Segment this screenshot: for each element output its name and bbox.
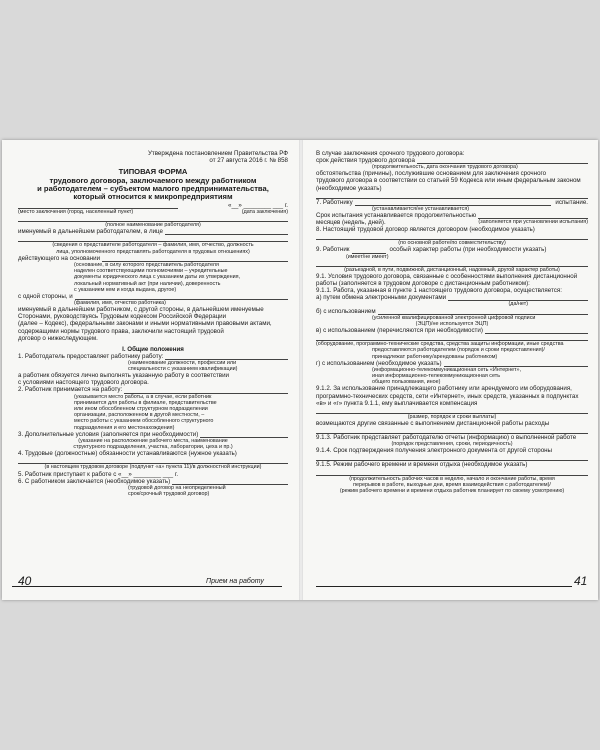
p6-caption-2: срок/срочный трудовой договор) xyxy=(128,490,210,497)
date-caption: (дата заключения) xyxy=(241,208,288,215)
reasons-text-2: трудового договора в соответствии со статьей 59 Кодекса или иным федеральным законом (необходимое указать) xyxy=(316,177,581,192)
special-nature-field[interactable] xyxy=(352,247,386,254)
basis-caption-5: с указанием кем и когда выдана, другое) xyxy=(74,286,177,293)
p913-caption: (порядок представления, сроки, периодичность) xyxy=(391,441,513,448)
rep-caption-1: (сведения о представителе работодателя – фамилия, имя, отчество, должность xyxy=(52,242,254,249)
p4-caption: (в настоящем трудовом договоре (подпункт «а» пункта 11)/в должностной инструкции) xyxy=(44,464,262,471)
p2-caption-6: подразделения и его местонахождения) xyxy=(74,424,175,431)
p1-caption-1: (наименование должности, профессии или xyxy=(128,359,237,366)
p914-text: 9.1.4. Срок подтверждения получения электронного документа от другой стороны xyxy=(316,447,553,455)
p915-caption-3: (режим рабочего времени и времени отдыха работник планирует по своему усмотрению) xyxy=(339,487,565,494)
basis-caption-4: локальный нормативный акт (при наличии), доверенность xyxy=(74,280,221,287)
worker-caption: (фамилия, имя, отчество работника) xyxy=(74,300,166,307)
employer-text: именуемый в дальнейшем работодателем, в лице xyxy=(18,228,163,236)
place-field[interactable] xyxy=(18,202,178,209)
p913-text: 9.1.3. Работник представляет работодателю отчеты (информацию) о выполненной работе xyxy=(316,434,577,442)
running-head: Прием на работу xyxy=(206,578,264,585)
compensation-field[interactable] xyxy=(316,407,588,414)
trial-text-2: месяцев (недель, дней). xyxy=(316,219,386,227)
term-field[interactable] xyxy=(417,157,588,164)
equipment-field-2[interactable] xyxy=(316,334,588,341)
footer-rule-left xyxy=(12,586,282,587)
p9-caption-2: (разъездной, в пути, подвижной, дистанционный, надомный, другой характер работы) xyxy=(344,266,560,273)
form-subtitle-1: трудового договора, заключаемого между работником xyxy=(49,175,257,185)
one-side-text: с одной стороны, и xyxy=(18,292,73,300)
work-nature-field[interactable] xyxy=(316,260,588,267)
p3-text: 3. Дополнительные условия (заполняется при необходимости) xyxy=(18,430,199,438)
book-spread xyxy=(2,140,598,600)
p8-caption: (по основной работе/по совместительству) xyxy=(398,240,506,247)
signature-field[interactable] xyxy=(378,308,588,315)
workplace-field[interactable] xyxy=(124,387,288,394)
p6-text: 6. С работником заключается (необходимое указать) xyxy=(18,477,171,485)
page-number-left: 40 xyxy=(18,574,32,588)
edoc-field[interactable] xyxy=(448,294,588,301)
trial-duration-field[interactable] xyxy=(478,212,588,219)
p7-text: 7. Работнику xyxy=(316,198,353,206)
a-caption: (да/нет) xyxy=(508,301,528,308)
p915-text: 9.1.5. Режим рабочего времени и времени отдыха (необходимое указать) xyxy=(316,461,528,469)
position-field[interactable] xyxy=(165,353,288,360)
network-field[interactable] xyxy=(444,360,588,367)
p2-caption-2: принимается для работы в филиале, представительстве xyxy=(74,399,217,406)
v-text: в) с использованием (перечисляются при необходимости) xyxy=(316,327,483,335)
p915-caption-2: перерывов в работе, выходные дни, время взаимодействия с работодателем)/ xyxy=(353,481,551,488)
p2-text: 2. Работник принимается на работу: xyxy=(18,386,123,394)
expenses-field[interactable] xyxy=(316,427,588,434)
p2-caption-4: организации, расположенном в другой местности, – xyxy=(74,412,205,419)
schedule-field[interactable] xyxy=(316,469,588,476)
p912-text: 9.1.2. За использование принадлежащего работнику или арендуемого им оборудования, программно-технических средств, сети «Интернет», иных средств, указанных в подпунктах «в» и «г» пункта 9.1.1, ему выплачивается компенсация xyxy=(316,385,579,407)
p2-caption-5: место работы с указанием обособленного структурного xyxy=(74,418,214,425)
p915-caption-1: (продолжительность рабочих часов в неделю, начало и окончание работы, время xyxy=(349,475,555,482)
worker-text-1: именуемый в дальнейшем работником, с другой стороны, в дальнейшем именуемые Сторонами, руководствуясь Трудовым кодексом Российской Федерации xyxy=(18,306,264,321)
confirmation-field[interactable] xyxy=(316,454,588,461)
page-number-right: 41 xyxy=(574,574,588,588)
v-caption-1: (оборудование, программно-технические средства, средства защиты информации, иные средства xyxy=(316,341,564,348)
representative-field-2[interactable] xyxy=(18,235,288,242)
g-caption-1: (информационно-телекоммуникационная сеть «Интернет», xyxy=(372,366,521,373)
g-text: г) с использованием (необходимое указать) xyxy=(316,359,442,367)
approval-line-2: от 27 августа 2016 г. № 858 xyxy=(209,157,288,165)
p9-text: 9. Работник xyxy=(316,246,350,254)
trial-text: Срок испытания устанавливается продолжительностью xyxy=(316,211,477,219)
p912-caption: (размер, порядок и сроки выплаты) xyxy=(407,413,497,420)
p912-text-2: возмещаются другие связанные с выполнением дистанционной работы расходы xyxy=(316,419,550,427)
employer-caption: (полное наименование работодателя) xyxy=(105,222,201,229)
p4-text: 4. Трудовые (должностные) обязанности устанавливаются (нужное указать) xyxy=(18,450,237,458)
worker-text-3: договор о нижеследующем. xyxy=(18,334,98,342)
p2-caption-3: или ином обособленном структурном подразделении xyxy=(74,405,208,412)
p1-text-2: а работник обязуется лично выполнять указанную работу в соответствии xyxy=(18,372,230,380)
reasons-text-1: обстоятельства (причины), послужившие основанием для заключения срочного xyxy=(316,170,547,178)
footer-rule-right xyxy=(316,586,572,587)
worker-field[interactable] xyxy=(75,293,288,300)
basis-field[interactable] xyxy=(102,255,288,262)
p7-end: испытание. xyxy=(555,198,588,206)
p91-text: 9.1. Условия трудового договора, связанные с особенностями выполнения дистанционной работы (заполняется в трудовом договоре с дистанционным работником): xyxy=(316,272,578,288)
g-caption-2: иная информационно-телекоммуникационная сеть xyxy=(372,373,501,380)
reasons-field[interactable] xyxy=(316,192,588,199)
left-footer xyxy=(12,572,290,592)
basis-caption-3: документы юридического лица с указанием даты их утверждения, xyxy=(74,274,241,281)
right-page xyxy=(316,150,588,494)
p1-caption-2: специальности с указанием квалификации) xyxy=(128,366,238,373)
equipment-field[interactable] xyxy=(485,327,588,334)
p9-end: особый характер работы (при необходимости указать) xyxy=(389,246,547,254)
rep-caption-2: лица, уполномоченного представлять работодателя в трудовых отношениях) xyxy=(56,248,250,255)
place-caption: (место заключения (город, населенный пункт) xyxy=(18,208,134,215)
trial-caption: (заполняется при установлении испытания) xyxy=(478,219,588,226)
p1-text: 1. Работодатель предоставляет работнику работу: xyxy=(18,352,164,360)
extra-conditions-field[interactable] xyxy=(200,431,288,438)
left-page xyxy=(18,150,288,497)
form-subtitle-3: который относится к микропредприятиям xyxy=(73,192,233,202)
contract-type-field[interactable] xyxy=(172,478,288,485)
g-caption-3: общего пользования, иное) xyxy=(372,379,441,386)
term-caption: (продолжительность, дата окончания трудового договора) xyxy=(372,164,518,171)
b-caption-1: (усиленной квалифицированной электронной цифровой подписи xyxy=(372,314,536,321)
place-date-row xyxy=(18,202,288,209)
p6-caption-1: (трудовой договор на неопределенный xyxy=(128,484,226,491)
v-caption-3: принадлежат работнику/арендованы работником) xyxy=(372,353,498,360)
form-subtitle-2: и работодателем – субъектом малого предпринимательства, xyxy=(37,184,269,193)
p9-caption: (имеет/не имеет) xyxy=(346,253,389,260)
representative-field[interactable] xyxy=(165,228,288,235)
v-caption-2: предоставляются работодателем (порядок и сроки предоставления)/ xyxy=(372,347,545,354)
approval-line-1: Утверждена постановлением Правительства РФ xyxy=(147,150,288,157)
b-text: б) с использованием xyxy=(316,307,376,315)
p1-text-3: с условиями настоящего трудового договора. xyxy=(18,379,149,387)
section-1-heading: I. Общие положения xyxy=(122,345,184,353)
p8-text: 8. Настоящий трудовой договор является договором (необходимое указать) xyxy=(316,226,535,234)
employer-field[interactable] xyxy=(18,215,288,222)
p7-caption: (устанавливается/не устанавливается) xyxy=(372,205,470,212)
basis-caption-2: наделен соответствующими полномочиями – учредительные xyxy=(74,268,228,275)
worker-text-2: (далее – Кодекс), федеральными законами и иными нормативными правовыми актами, содержащими нормы трудового права, заключили настоящий трудовой xyxy=(18,320,272,335)
basis-caption-1: (основание, в силу которого представитель работодателя xyxy=(74,261,219,268)
p2-caption-1: (указывается место работы, а в случае, если работник xyxy=(74,393,212,400)
p911-text: 9.1.1. Работа, указанная в пункте 1 настоящего трудового договора, осуществляется: xyxy=(316,287,562,295)
p5-text[interactable]: 5. Работник приступает к работе с «__» ________ ___ г. xyxy=(18,470,179,478)
p3-caption-2: структурного подразделения, участка, лаборатории, цеха и пр.) xyxy=(73,444,233,451)
term-text: срок действия трудового договора xyxy=(316,157,415,165)
p3-caption-1: (указание на расположение рабочего места, наименование xyxy=(78,437,228,444)
form-title: ТИПОВАЯ ФОРМА xyxy=(118,167,188,177)
term-heading: В случае заключения срочного трудового договора: xyxy=(316,150,465,157)
right-footer xyxy=(308,572,590,592)
a-text: а) путем обмена электронными документами xyxy=(316,294,447,302)
date-field[interactable]: «__» ________ ___ г. xyxy=(228,201,288,209)
trial-field[interactable] xyxy=(355,199,552,206)
acting-text: действующего на основании xyxy=(18,254,101,262)
b-caption-2: (ЭЦП)/не используется ЭЦП) xyxy=(415,320,489,327)
book-gutter xyxy=(299,140,303,600)
